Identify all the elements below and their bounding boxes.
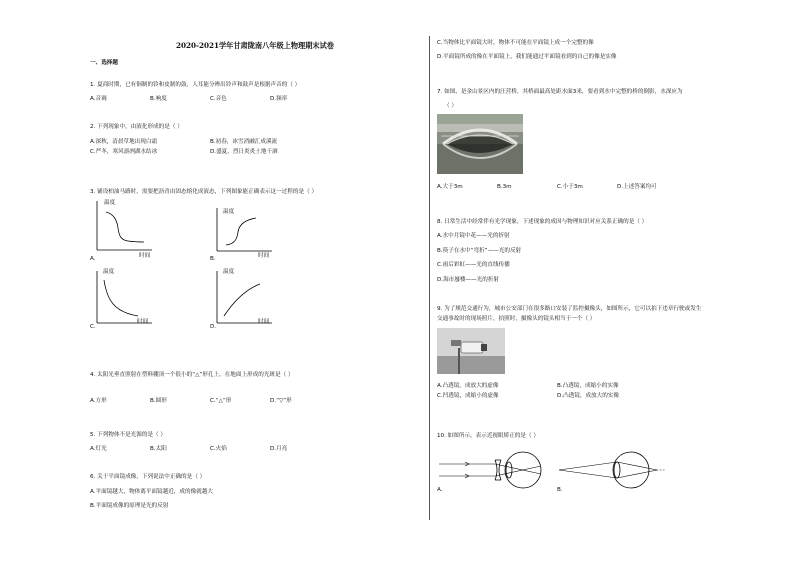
q7-paren: （ ）: [444, 103, 457, 109]
q5-option-b[interactable]: B.太阳: [150, 446, 167, 452]
exam-title: 2020-2021学年甘肃陇南八年级上物理期末试卷: [176, 41, 334, 50]
q2-option-d[interactable]: D.盛夏，烈日炎炎土地干涸: [210, 149, 278, 155]
q6-option-b[interactable]: B.平面镜成像的原理是光的反射: [90, 503, 169, 509]
q10-stem: 10. 如图所示，表示近视眼矫正的是（ ）: [437, 433, 539, 439]
bridge-photo: [437, 114, 523, 174]
q2-stem: 2. 下列现象中，由液化形成的是（ ）: [90, 124, 183, 130]
q5-option-a[interactable]: A.灯光: [90, 446, 107, 452]
q7-stem: 7. 如图，是金山景区内的汪营桥，其桥面最高处距水面3米，要看到水中完整的桥的倒影，水深应为: [437, 89, 683, 95]
q8-stem: 8. 日常生活中经常伴有光学现象，下述现象的成因与物理知识对应关系正确的是（ ）: [437, 219, 648, 225]
q6-option-a[interactable]: A.平面镜越大，物体离平面镜越近，成的像就越大: [90, 489, 213, 495]
q1-option-c[interactable]: C.音色: [210, 96, 227, 102]
graph-a: [90, 198, 160, 260]
q10-option-a[interactable]: A.: [437, 487, 443, 493]
graph-d-ylabel: 温度: [223, 269, 235, 275]
q5-stem: 5. 下列物体不是光源的是（ ）: [90, 432, 167, 438]
q9-stem-line1: 9. 为了规范交通行为，城市公安部门在很多路口安装了监控摄像头，如图所示，它可以拍下违章行驶或发生: [437, 306, 702, 312]
graph-c: [90, 268, 160, 330]
q7-option-b[interactable]: B.3m: [497, 184, 512, 190]
q8-option-a[interactable]: A.水中月镜中花——光的折射: [437, 233, 510, 239]
graph-c-ylabel: 温度: [103, 269, 115, 275]
q4-option-a[interactable]: A.方形: [90, 398, 107, 404]
eye-diagram-a: [437, 448, 553, 492]
q7-option-d[interactable]: D.上述答案均可: [617, 184, 657, 190]
q4-option-d[interactable]: D.“▽”形: [270, 398, 292, 404]
graph-a-ylabel: 温度: [104, 200, 116, 206]
q9-option-d[interactable]: D.凸透镜，成放大的实像: [557, 393, 620, 399]
graph-c-xlabel: 时间: [137, 319, 149, 325]
q10-option-b[interactable]: B.: [557, 487, 563, 493]
q1-option-d[interactable]: D.频率: [270, 96, 288, 102]
q6-option-d[interactable]: D.平面镜所成的像在平面镜上，我们能通过平面镜看到的自己的像是实像: [437, 54, 617, 60]
q8-option-d[interactable]: D.海市蜃楼——光的折射: [437, 277, 500, 283]
graph-b-xlabel: 时间: [258, 253, 270, 259]
graph-b-ylabel: 温度: [223, 209, 235, 215]
q7-option-a[interactable]: A.大于3m: [437, 184, 463, 190]
q9-option-c[interactable]: C.凹透镜，成缩小的虚像: [437, 393, 499, 399]
q2-option-c[interactable]: C.严冬，寒风凛冽湖水结冰: [90, 149, 158, 155]
camera-photo: [437, 328, 505, 374]
q5-option-d[interactable]: D.月亮: [270, 446, 288, 452]
q4-option-c[interactable]: C.“△”形: [210, 398, 232, 404]
q9-option-a[interactable]: A.凸透镜，成放大的虚像: [437, 383, 499, 389]
graph-d-xlabel: 时间: [258, 319, 270, 325]
q8-option-c[interactable]: C.雨后彩虹——光的直线传播: [437, 262, 510, 268]
q4-option-b[interactable]: B.圆形: [150, 398, 167, 404]
q4-stem: 4. 太阳光垂直照射在塑料棚顶一个很小的“△”形孔上，在地面上形成的光斑是（ ）: [90, 372, 294, 378]
graph-b: [210, 206, 280, 262]
q2-option-a[interactable]: A.深秋，清晨草地出现白霜: [90, 139, 158, 145]
q3-option-b[interactable]: B.: [210, 256, 216, 262]
q6-stem: 6. 关于平面镜成像，下列说法中正确的是（ ）: [90, 474, 206, 480]
eye-diagram-b: [557, 448, 669, 492]
q6-option-c[interactable]: C.当物体比平面镜大时，物体不可能在平面镜上成一个完整的像: [437, 40, 594, 46]
q3-stem: 3. 铺设柏油马路时，需要把沥青由固态熔化成液态，下列图象能正确表示这一过程的是（ ）: [90, 189, 318, 195]
q7-option-c[interactable]: C.小于3m: [557, 184, 583, 190]
q3-option-d[interactable]: D.: [210, 324, 217, 330]
q9-option-b[interactable]: B.凸透镜，成缩小的实像: [557, 383, 619, 389]
q8-option-b[interactable]: B.筷子在水中“弯折”——光的反射: [437, 248, 522, 254]
q3-option-a[interactable]: A.: [90, 256, 96, 262]
q1-stem: 1. 夏商时期，已有铜制的铃和皮制的鼓，人耳能分辨出铃声和鼓声是根据声音的（ ）: [90, 82, 301, 88]
q2-option-b[interactable]: B.初春，冰雪消融汇成溪流: [210, 139, 278, 145]
q9-stem-line2: 交通事故时的现场照片，拍照时，摄像头的镜头相当于一个（ ）: [437, 316, 596, 322]
graph-d: [210, 268, 280, 330]
graph-a-xlabel: 时间: [139, 253, 151, 259]
q1-option-a[interactable]: A.音调: [90, 96, 107, 102]
q5-option-c[interactable]: C.火焰: [210, 446, 227, 452]
q1-option-b[interactable]: B.响度: [150, 96, 167, 102]
section-heading: 一、选择题: [90, 60, 118, 66]
column-divider: [429, 36, 430, 520]
q3-option-c[interactable]: C.: [90, 324, 96, 330]
